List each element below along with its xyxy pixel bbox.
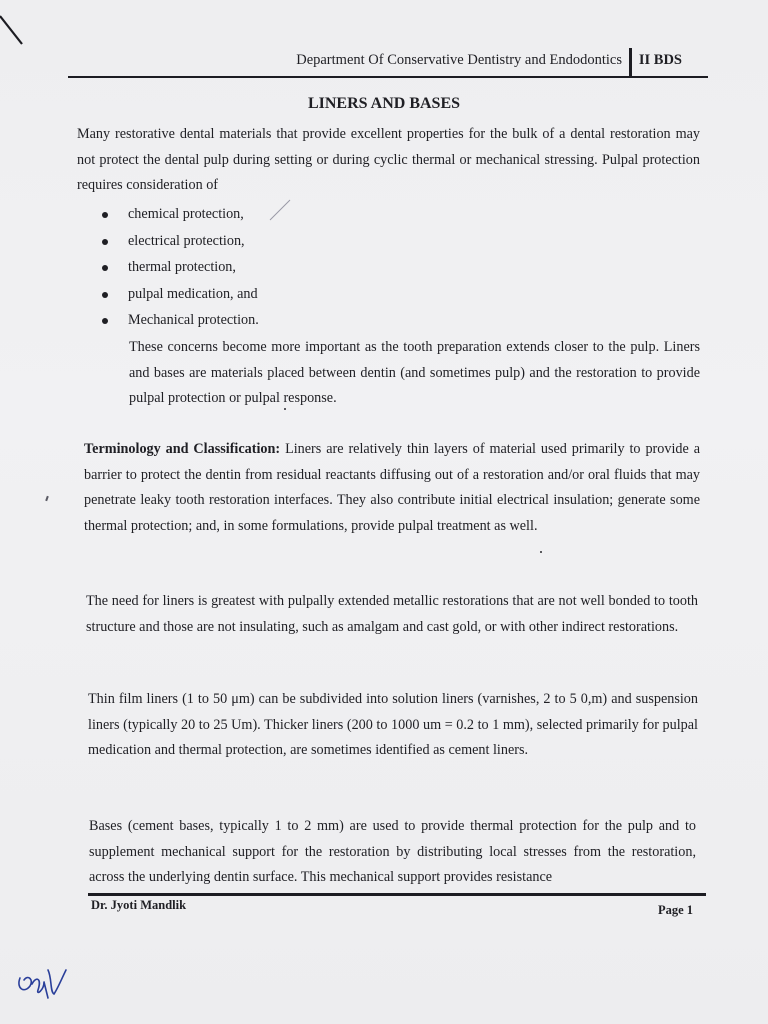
ink-speck <box>45 496 49 501</box>
terminology-paragraph <box>84 437 700 539</box>
list-item-text: thermal protection, <box>128 259 236 275</box>
intro-paragraph: Many restorative dental materials that provide excellent properties for the bulk of a dental restoration may not protect the dental pulp during setting or during cyclic thermal or mechanical stressing. Pulpal protection requires consideration of <box>77 126 700 193</box>
footer-author: Dr. Jyoti Mandlik <box>91 898 187 912</box>
terminology-heading: Terminology and Classification: <box>84 441 281 457</box>
header-separator <box>629 48 632 76</box>
bullet-dot <box>102 212 108 218</box>
ink-speck <box>284 408 286 410</box>
list-item <box>100 228 600 255</box>
footer-page-number: Page 1 <box>657 903 693 917</box>
list-item <box>100 254 600 281</box>
protection-list <box>100 201 600 334</box>
list-item <box>100 281 600 308</box>
bullet-dot <box>102 318 108 324</box>
page-header <box>68 48 708 78</box>
corner-pen-mark <box>0 0 40 60</box>
list-item <box>100 201 600 228</box>
header-class-label: II BDS <box>638 52 682 68</box>
document-title: LINERS AND BASES <box>307 95 461 112</box>
bases-paragraph: Bases (cement bases, typically 1 to 2 mm) are used to provide thermal protection for the pulp and to supplement mechanical support for the restoration by distributing local stresses from the restoration, across the underlying dentin surface. This mechanical support provides resistance <box>89 818 696 885</box>
header-rule <box>68 76 708 78</box>
bullet-dot <box>102 239 108 245</box>
handwritten-signature <box>14 960 74 1010</box>
list-item-text: electrical protection, <box>128 232 245 249</box>
thin-film-liners-paragraph: Thin film liners (1 to 50 μm) can be subdivided into solution liners (varnishes, 2 to 5 0,m) and suspension liners (typically 20 to 25 Um). Thicker liners (200 to 1000 um = 0.2 to 1 mm), selected primarily for pulpal medication and thermal protection, are sometimes identified as cement liners. <box>88 691 698 758</box>
need-for-liners-paragraph: The need for liners is greatest with pulpally extended metallic restorations that are not well bonded to tooth structure and those are not insulating, such as amalgam and cast gold, or with other indirect restorations. <box>86 593 698 635</box>
concerns-paragraph: These concerns become more important as the tooth preparation extends closer to the pulp. Liners and bases are materials placed between dentin (and sometimes pulp) and the restoration to provide pulpal protection or pulpal response. <box>129 339 700 406</box>
list-item-text: chemical protection, <box>128 206 244 222</box>
header-department: Department Of Conservative Dentistry and Endodontics <box>296 52 622 68</box>
footer-rule <box>88 893 706 896</box>
pencil-stroke-mark <box>268 198 294 222</box>
terminology-text: Liners are relatively thin layers of material used primarily to provide a barrier to protect the dentin from residual reactants diffusing out of a restoration and/or oral fluids that may penetrate leaky tooth restoration interfaces. They also contribute initial electrical insulation; generate some thermal protection; and, in some formulations, provide pulpal treatment as well. <box>84 441 701 534</box>
list-item <box>100 307 600 334</box>
ink-speck <box>540 551 542 553</box>
list-item-text: pulpal medication, and <box>128 285 258 302</box>
list-item-text: Mechanical protection. <box>128 312 259 328</box>
bullet-dot <box>102 265 108 271</box>
bullet-dot <box>102 292 108 298</box>
